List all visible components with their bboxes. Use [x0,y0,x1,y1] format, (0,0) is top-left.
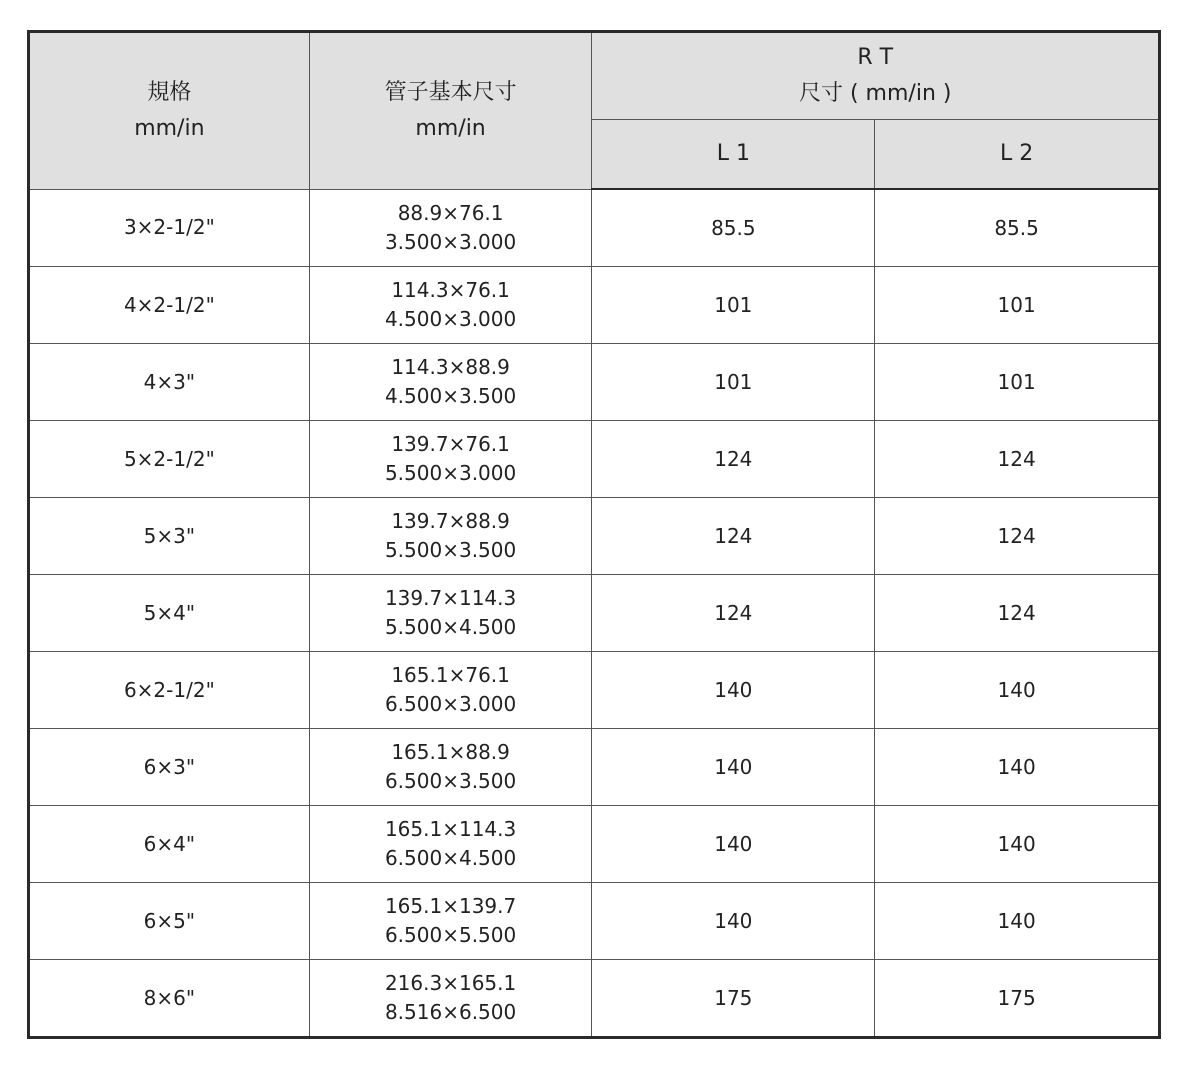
cell-pipe-size [309,498,592,575]
header-spec-unit: mm/in [134,115,205,141]
pipe-size-in: 4.500×3.000 [384,307,517,331]
cell-l1: 140 [592,883,875,960]
cell-l2: 101 [875,344,1160,421]
cell-l2: 140 [875,652,1160,729]
cell-l2: 124 [875,498,1160,575]
cell-pipe-size [309,421,592,498]
pipe-size-mm: 139.7×76.1 [391,432,510,456]
pipe-size-mm: 165.1×139.7 [384,894,517,918]
table-row [29,652,1160,729]
header-pipe-unit: mm/in [415,115,486,141]
pipe-size-mm: 114.3×76.1 [391,278,510,302]
table-header [29,32,1160,190]
cell-l2: 140 [875,729,1160,806]
cell-l1: 175 [592,960,875,1038]
cell-spec: 6×5" [29,883,310,960]
pipe-size-in: 6.500×4.500 [384,846,517,870]
cell-pipe-size [309,189,592,267]
header-rt-subtitle: 尺寸 ( mm/in ) [798,81,952,106]
cell-l2: 124 [875,421,1160,498]
pipe-size-in: 8.516×6.500 [384,1000,517,1024]
pipe-size-in: 5.500×4.500 [384,615,517,639]
pipe-size-in: 6.500×3.500 [384,769,517,793]
pipe-size-in: 6.500×5.500 [384,923,517,947]
cell-l1: 124 [592,498,875,575]
cell-pipe-size [309,729,592,806]
table-row [29,729,1160,806]
cell-pipe-size [309,267,592,344]
pipe-size-in: 5.500×3.000 [384,461,517,485]
cell-spec: 8×6" [29,960,310,1038]
cell-l2: 124 [875,575,1160,652]
cell-pipe-size [309,575,592,652]
header-pipe-label: 管子基本尺寸 [384,79,517,105]
cell-spec: 4×3" [29,344,310,421]
cell-l1: 85.5 [592,189,875,267]
cell-l1: 101 [592,267,875,344]
pipe-size-mm: 88.9×76.1 [397,200,504,225]
cell-l1: 101 [592,344,875,421]
header-rt-title: R T [857,45,894,70]
cell-l1: 140 [592,806,875,883]
pipe-size-mm: 165.1×88.9 [391,740,510,764]
table-row [29,189,1160,267]
table-row [29,575,1160,652]
header-l2: L 2 [875,120,1160,190]
pipe-size-in: 5.500×3.500 [384,538,517,562]
header-row-top [29,32,1160,120]
pipe-size-mm: 114.3×88.9 [391,355,510,379]
cell-l2: 85.5 [875,189,1160,267]
cell-l2: 175 [875,960,1160,1038]
cell-l2: 140 [875,806,1160,883]
cell-spec: 5×2-1/2" [29,421,310,498]
pipe-size-in: 4.500×3.500 [384,384,517,408]
cell-pipe-size [309,960,592,1038]
cell-spec: 4×2-1/2" [29,267,310,344]
table-row [29,498,1160,575]
cell-spec: 6×3" [29,729,310,806]
header-l1: L 1 [592,120,875,190]
pipe-size-mm: 216.3×165.1 [384,971,517,995]
cell-pipe-size [309,344,592,421]
cell-spec: 5×4" [29,575,310,652]
cell-pipe-size [309,806,592,883]
cell-l1: 124 [592,575,875,652]
cell-l1: 124 [592,421,875,498]
cell-l1: 140 [592,729,875,806]
cell-spec: 5×3" [29,498,310,575]
table-row [29,267,1160,344]
table-row [29,344,1160,421]
cell-l1: 140 [592,652,875,729]
cell-spec: 6×4" [29,806,310,883]
header-spec-label: 規格 [147,79,192,105]
table-row [29,806,1160,883]
pipe-size-in: 3.500×3.000 [384,229,517,254]
cell-l2: 140 [875,883,1160,960]
pipe-size-in: 6.500×3.000 [384,692,517,716]
pipe-size-mm: 139.7×88.9 [391,509,510,533]
table-row [29,960,1160,1038]
cell-spec: 6×2-1/2" [29,652,310,729]
table-body [29,189,1160,1038]
pipe-size-mm: 139.7×114.3 [384,586,517,610]
cell-spec: 3×2-1/2" [29,189,310,267]
header-pipe-size [309,32,592,190]
cell-l2: 101 [875,267,1160,344]
header-spec [29,32,310,190]
cell-pipe-size [309,652,592,729]
table-row [29,883,1160,960]
pipe-size-mm: 165.1×76.1 [391,663,510,687]
dimension-table [27,30,1161,1039]
header-rt-group [592,32,1160,120]
table-row [29,421,1160,498]
cell-pipe-size [309,883,592,960]
pipe-size-mm: 165.1×114.3 [384,817,517,841]
